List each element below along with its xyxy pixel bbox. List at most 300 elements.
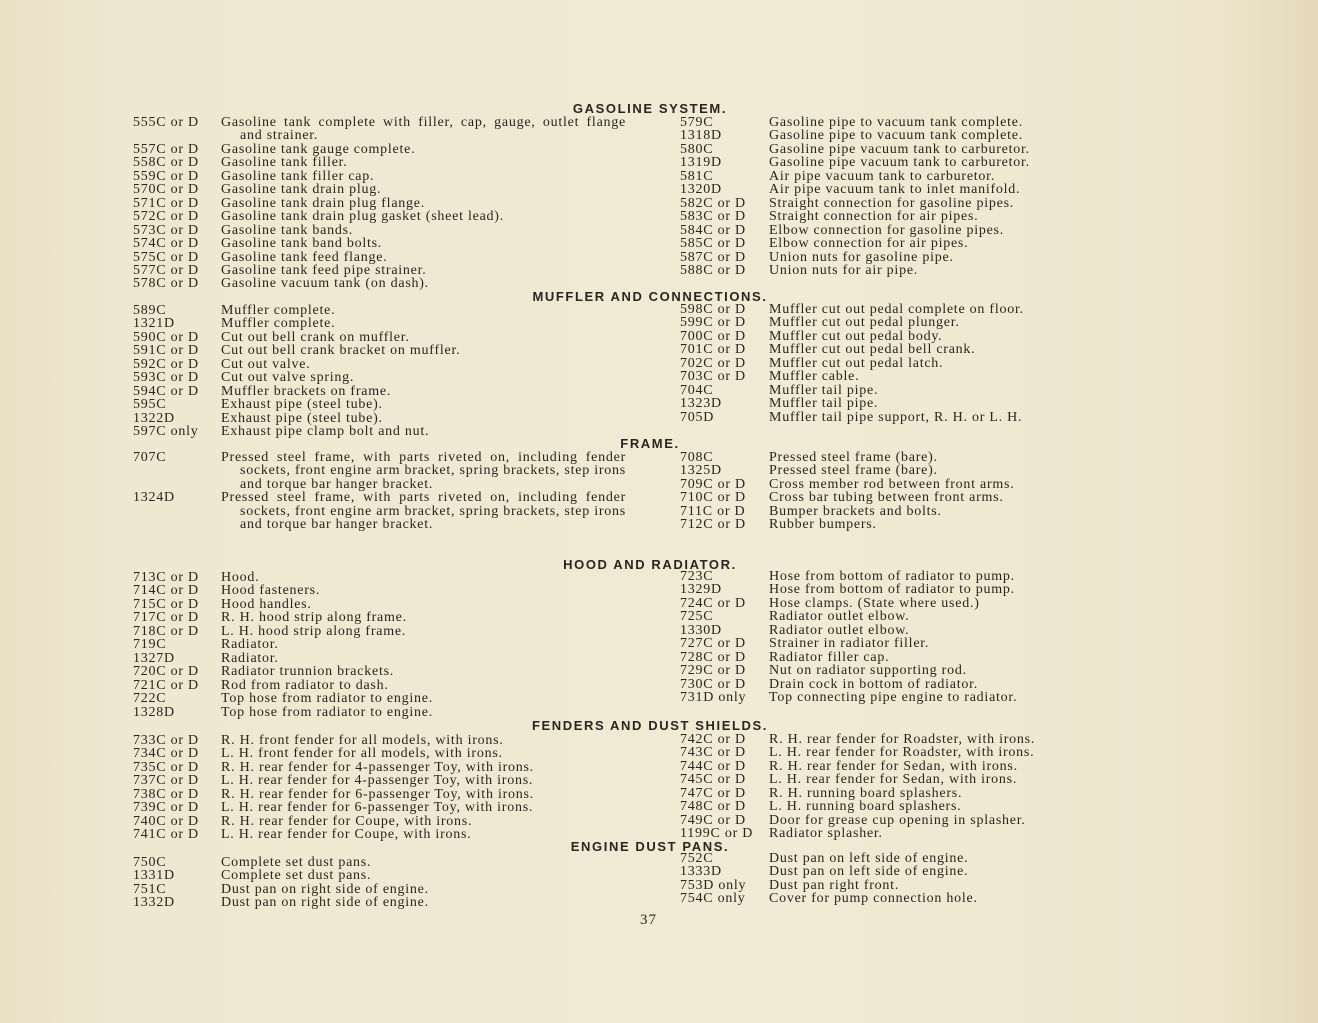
part-description: Strainer in radiator filler.: [769, 636, 930, 652]
part-row: [680, 624, 1017, 637]
part-row: [133, 385, 626, 398]
part-description: Radiator outlet elbow.: [769, 622, 910, 638]
part-number: 740C or D: [133, 813, 199, 829]
part-number: 734C or D: [133, 746, 199, 762]
part-number: 1330D: [680, 622, 722, 638]
part-description: Gasoline tank drain plug.: [221, 182, 382, 198]
part-number: 571C or D: [133, 195, 199, 211]
part-number: 575C or D: [133, 249, 199, 265]
part-row: [680, 316, 1024, 329]
part-number: 730C or D: [680, 676, 746, 692]
part-row: [680, 505, 1015, 518]
part-row: [680, 570, 1017, 583]
part-row: [680, 464, 1015, 477]
part-row: [133, 761, 626, 774]
part-row: [133, 883, 626, 896]
part-row: [133, 251, 626, 264]
part-row: [133, 706, 626, 719]
part-description: Union nuts for air pipe.: [769, 262, 919, 278]
part-description: Hood handles.: [221, 596, 312, 612]
part-number: 593C or D: [133, 370, 199, 386]
part-description: Pressed steel frame, with parts riveted on, including fender sockets, front engine arm bracket, spring brackets, step irons and torque bar hanger bracket.: [221, 490, 626, 533]
part-description: L. H. rear fender for Sedan, with irons.: [769, 772, 1018, 788]
part-number: 704C: [680, 382, 714, 398]
part-number: 721C or D: [133, 677, 199, 693]
part-row: [680, 491, 1015, 504]
part-description: Drain cock in bottom of radiator.: [769, 676, 979, 692]
part-row: [133, 237, 626, 250]
part-row: [133, 652, 626, 665]
part-number: 557C or D: [133, 141, 199, 157]
part-description: Exhaust pipe (steel tube).: [221, 397, 383, 413]
part-row: [680, 678, 1017, 691]
part-row: [133, 815, 626, 828]
part-description: Cover for pump connection hole.: [769, 891, 978, 907]
part-row: [133, 679, 626, 692]
part-number: 708C: [680, 450, 714, 465]
section-heading: GASOLINE SYSTEM.: [572, 101, 728, 116]
part-number: 712C or D: [680, 517, 746, 533]
part-number: 709C or D: [680, 476, 746, 492]
part-row: [680, 814, 1035, 827]
part-number: 705D: [680, 409, 715, 425]
part-description: Air pipe vacuum tank to carburetor.: [769, 168, 996, 184]
part-row: [680, 691, 1017, 704]
part-description: R. H. hood strip along frame.: [221, 610, 407, 626]
part-number: 570C or D: [133, 182, 199, 198]
part-number: 750C: [133, 855, 167, 870]
part-row: [680, 357, 1024, 370]
part-number: 725C: [680, 609, 714, 625]
part-description: Gasoline tank feed pipe strainer.: [221, 262, 427, 278]
part-number: 1333D: [680, 864, 722, 880]
part-description: Elbow connection for gasoline pipes.: [769, 222, 1005, 238]
part-number: 701C or D: [680, 342, 746, 358]
left-parts-column: [133, 116, 626, 291]
part-number: 599C or D: [680, 315, 746, 331]
part-row: [133, 856, 626, 869]
part-row: [133, 451, 626, 491]
part-number: 585C or D: [680, 236, 746, 252]
part-number: 751C: [133, 881, 167, 897]
part-row: [680, 892, 978, 905]
part-description: Muffler tail pipe support, R. H. or L. H.: [769, 409, 1023, 425]
part-description: Gasoline tank drain plug gasket (sheet lead).: [221, 209, 504, 225]
right-parts-column: [680, 852, 978, 906]
part-number: 711C or D: [680, 503, 746, 519]
part-description: Dust pan right front.: [769, 877, 900, 893]
part-description: Gasoline pipe to vacuum tank complete.: [769, 115, 1023, 130]
part-description: Gasoline tank band bolts.: [221, 236, 383, 252]
right-parts-column: [680, 451, 1015, 532]
part-number: 597C only: [133, 424, 199, 440]
part-row: [133, 747, 626, 760]
part-description: Radiator.: [221, 637, 279, 653]
part-row: [133, 734, 626, 747]
part-number: 728C or D: [680, 649, 746, 665]
part-row: [133, 331, 626, 344]
part-description: Straight connection for gasoline pipes.: [769, 195, 1015, 211]
part-description: L. H. rear fender for Coupe, with irons.: [221, 827, 472, 843]
part-description: Pressed steel frame (bare).: [769, 463, 938, 479]
part-description: Hood fasteners.: [221, 583, 321, 599]
part-row: [133, 774, 626, 787]
part-description: Pressed steel frame, with parts riveted on, including fender sockets, front engine arm bracket, spring brackets, step irons and torque bar hanger bracket.: [221, 450, 626, 492]
part-row: [133, 371, 626, 384]
part-row: [680, 156, 1030, 169]
part-row: [680, 787, 1035, 800]
part-number: 578C or D: [133, 276, 199, 292]
part-number: 719C: [133, 637, 167, 653]
part-number: 1328D: [133, 704, 175, 720]
part-description: Complete set dust pans.: [221, 868, 372, 884]
part-description: Hose clamps. (State where used.): [769, 595, 980, 611]
part-description: Top connecting pipe engine to radiator.: [769, 690, 1018, 706]
part-row: [133, 304, 626, 317]
part-description: Radiator outlet elbow.: [769, 609, 910, 625]
part-row: [680, 129, 1030, 142]
left-parts-column: [133, 451, 626, 532]
part-row: [680, 746, 1035, 759]
part-number: 1323D: [680, 396, 722, 412]
part-description: Straight connection for air pipes.: [769, 209, 979, 225]
part-row: [133, 143, 626, 156]
part-description: Dust pan on left side of engine.: [769, 864, 969, 880]
part-number: 752C: [680, 851, 714, 866]
part-description: Cut out valve spring.: [221, 370, 355, 386]
part-description: Rubber bumpers.: [769, 517, 877, 533]
part-description: Gasoline pipe vacuum tank to carburetor.: [769, 141, 1030, 157]
part-description: Dust pan on right side of engine.: [221, 895, 429, 911]
part-description: Muffler cut out pedal body.: [769, 328, 943, 344]
part-description: R. H. front fender for all models, with irons.: [221, 733, 504, 748]
part-number: 707C: [133, 450, 167, 465]
part-description: Cross bar tubing between front arms.: [769, 490, 1004, 506]
part-number: 1329D: [680, 582, 722, 598]
part-row: [680, 451, 1015, 464]
part-row: [680, 264, 1030, 277]
part-description: Bumper brackets and bolts.: [769, 503, 942, 519]
part-description: Gasoline tank feed flange.: [221, 249, 388, 265]
right-parts-column: [680, 116, 1030, 277]
part-row: [680, 637, 1017, 650]
part-description: Cut out bell crank on muffler.: [221, 329, 410, 345]
part-number: 753D only: [680, 877, 747, 893]
part-number: 587C or D: [680, 249, 746, 265]
part-description: Cross member rod between front arms.: [769, 476, 1015, 492]
left-parts-column: [133, 304, 626, 439]
part-number: 731D only: [680, 690, 747, 706]
part-description: Radiator filler cap.: [769, 649, 890, 665]
part-number: 589C: [133, 303, 167, 318]
part-number: 749C or D: [680, 812, 746, 828]
part-description: Cut out valve.: [221, 356, 311, 372]
part-description: L. H. rear fender for 6-passenger Toy, with irons.: [221, 800, 534, 816]
part-number: 588C or D: [680, 262, 746, 278]
part-description: Rod from radiator to dash.: [221, 677, 389, 693]
right-parts-column: [680, 303, 1024, 424]
part-row: [680, 865, 978, 878]
part-description: L. H. rear fender for Roadster, with irons.: [769, 745, 1035, 761]
part-number: 729C or D: [680, 663, 746, 679]
part-row: [133, 638, 626, 651]
part-row: [133, 197, 626, 210]
part-row: [133, 156, 626, 169]
part-number: 710C or D: [680, 490, 746, 506]
section-heading: MUFFLER AND CONNECTIONS.: [532, 289, 768, 304]
part-row: [680, 518, 1015, 531]
part-number: 580C: [680, 141, 714, 157]
part-row: [133, 317, 626, 330]
part-description: Hose from bottom of radiator to pump.: [769, 569, 1015, 584]
part-number: 724C or D: [680, 595, 746, 611]
part-number: 1320D: [680, 182, 722, 198]
part-number: 737C or D: [133, 773, 199, 789]
part-description: Radiator trunnion brackets.: [221, 664, 395, 680]
left-parts-column: [133, 571, 626, 719]
part-description: Gasoline vacuum tank (on dash).: [221, 276, 429, 292]
part-row: [133, 398, 626, 411]
part-number: 735C or D: [133, 759, 199, 775]
section-heading: ENGINE DUST PANS.: [570, 839, 730, 854]
part-description: Pressed steel frame (bare).: [769, 450, 938, 465]
part-number: 702C or D: [680, 355, 746, 371]
part-description: Muffler complete.: [221, 316, 336, 332]
part-description: Radiator.: [221, 650, 279, 666]
part-number: 722C: [133, 691, 167, 707]
part-description: Gasoline pipe to vacuum tank complete.: [769, 128, 1023, 144]
part-number: 577C or D: [133, 262, 199, 278]
part-description: L. H. rear fender for 4-passenger Toy, with irons.: [221, 773, 534, 789]
part-description: L. H. hood strip along frame.: [221, 623, 407, 639]
part-description: Gasoline tank filler.: [221, 155, 348, 171]
part-description: R. H. rear fender for Roadster, with irons.: [769, 732, 1036, 747]
left-parts-column: [133, 734, 626, 842]
part-number: 742C or D: [680, 732, 746, 747]
part-row: [133, 801, 626, 814]
part-row: [133, 491, 626, 531]
part-description: Complete set dust pans.: [221, 855, 372, 870]
left-parts-column: [133, 856, 626, 910]
part-number: 1321D: [133, 316, 175, 332]
part-row: [133, 358, 626, 371]
part-description: R. H. running board splashers.: [769, 785, 963, 801]
part-number: 745C or D: [680, 772, 746, 788]
part-row: [680, 597, 1017, 610]
part-row: [680, 210, 1030, 223]
part-row: [133, 412, 626, 425]
part-description: Gasoline tank bands.: [221, 222, 354, 238]
part-row: [680, 583, 1017, 596]
part-row: [680, 664, 1017, 677]
part-number: 581C: [680, 168, 714, 184]
part-row: [680, 773, 1035, 786]
part-row: [680, 610, 1017, 623]
part-row: [133, 665, 626, 678]
part-number: 720C or D: [133, 664, 199, 680]
part-number: 594C or D: [133, 383, 199, 399]
part-description: Hood.: [221, 570, 260, 585]
part-row: [680, 852, 978, 865]
part-number: 741C or D: [133, 827, 199, 843]
part-number: 714C or D: [133, 583, 199, 599]
part-number: 744C or D: [680, 758, 746, 774]
part-row: [680, 197, 1030, 210]
part-row: [680, 411, 1024, 424]
part-number: 703C or D: [680, 369, 746, 385]
part-description: Muffler cut out pedal complete on floor.: [769, 302, 1024, 317]
part-row: [133, 611, 626, 624]
part-number: 1322D: [133, 410, 175, 426]
part-number: 747C or D: [680, 785, 746, 801]
part-description: L. H. running board splashers.: [769, 799, 962, 815]
part-row: [133, 170, 626, 183]
part-row: [680, 760, 1035, 773]
part-row: [680, 183, 1030, 196]
part-number: 574C or D: [133, 236, 199, 252]
part-description: Muffler brackets on frame.: [221, 383, 392, 399]
part-description: Elbow connection for air pipes.: [769, 236, 969, 252]
part-row: [680, 251, 1030, 264]
part-number: 748C or D: [680, 799, 746, 815]
part-description: R. H. rear fender for Coupe, with irons.: [221, 813, 473, 829]
part-number: 583C or D: [680, 209, 746, 225]
part-number: 591C or D: [133, 343, 199, 359]
section-heading: FRAME.: [620, 436, 680, 451]
part-row: [133, 625, 626, 638]
part-row: [680, 478, 1015, 491]
part-row: [680, 397, 1024, 410]
part-number: 1199C or D: [680, 826, 754, 842]
part-row: [680, 237, 1030, 250]
part-description: Gasoline tank gauge complete.: [221, 141, 416, 157]
part-number: 592C or D: [133, 356, 199, 372]
part-row: [680, 370, 1024, 383]
part-description: Nut on radiator supporting rod.: [769, 663, 967, 679]
part-number: 598C or D: [680, 302, 746, 317]
part-row: [680, 651, 1017, 664]
part-number: 582C or D: [680, 195, 746, 211]
part-number: 713C or D: [133, 570, 199, 585]
part-row: [680, 303, 1024, 316]
part-description: Cut out bell crank bracket on muffler.: [221, 343, 461, 359]
part-number: 1327D: [133, 650, 175, 666]
part-number: 743C or D: [680, 745, 746, 761]
part-number: 738C or D: [133, 786, 199, 802]
part-row: [133, 692, 626, 705]
part-description: Hose from bottom of radiator to pump.: [769, 582, 1015, 598]
part-number: 1319D: [680, 155, 722, 171]
part-row: [680, 170, 1030, 183]
part-number: 1331D: [133, 868, 175, 884]
part-number: 727C or D: [680, 636, 746, 652]
part-row: [133, 584, 626, 597]
part-number: 584C or D: [680, 222, 746, 238]
part-number: 1318D: [680, 128, 722, 144]
part-description: Top hose from radiator to engine.: [221, 704, 433, 720]
part-number: 573C or D: [133, 222, 199, 238]
part-row: [680, 343, 1024, 356]
part-row: [133, 224, 626, 237]
part-number: 733C or D: [133, 733, 199, 748]
page-number: 37: [640, 912, 657, 928]
part-description: Gasoline tank complete with filler, cap, gauge, outlet flange and strainer.: [221, 115, 626, 144]
part-description: Muffler cut out pedal plunger.: [769, 315, 960, 331]
part-number: 572C or D: [133, 209, 199, 225]
part-description: Door for grease cup opening in splasher.: [769, 812, 1026, 828]
part-row: [133, 571, 626, 584]
part-description: Gasoline tank filler cap.: [221, 168, 375, 184]
part-description: Dust pan on left side of engine.: [769, 851, 969, 866]
part-description: Gasoline tank drain plug flange.: [221, 195, 426, 211]
part-row: [133, 264, 626, 277]
part-description: R. H. rear fender for 4-passenger Toy, with irons.: [221, 759, 534, 775]
part-number: 590C or D: [133, 329, 199, 345]
part-row: [680, 330, 1024, 343]
part-row: [133, 598, 626, 611]
part-row: [680, 224, 1030, 237]
section-heading: HOOD AND RADIATOR.: [563, 557, 737, 572]
part-description: Muffler cut out pedal latch.: [769, 355, 944, 371]
part-description: Top hose from radiator to engine.: [221, 691, 433, 707]
part-number: 739C or D: [133, 800, 199, 816]
part-row: [133, 210, 626, 223]
right-parts-column: [680, 570, 1017, 705]
part-row: [133, 344, 626, 357]
part-number: 715C or D: [133, 596, 199, 612]
part-row: [133, 116, 626, 143]
part-number: 558C or D: [133, 155, 199, 171]
part-description: Muffler cable.: [769, 369, 860, 385]
part-number: 700C or D: [680, 328, 746, 344]
part-row: [680, 879, 978, 892]
part-description: R. H. rear fender for Sedan, with irons.: [769, 758, 1018, 774]
part-row: [133, 869, 626, 882]
part-number: 595C: [133, 397, 167, 413]
part-row: [680, 116, 1030, 129]
part-row: [133, 788, 626, 801]
section-heading: FENDERS AND DUST SHIELDS.: [532, 718, 768, 733]
part-description: Muffler complete.: [221, 303, 336, 318]
part-description: L. H. front fender for all models, with irons.: [221, 746, 503, 762]
part-number: 1324D: [133, 490, 175, 506]
part-row: [133, 183, 626, 196]
part-row: [680, 143, 1030, 156]
part-number: 718C or D: [133, 623, 199, 639]
part-description: Exhaust pipe clamp bolt and nut.: [221, 424, 430, 440]
part-number: 754C only: [680, 891, 746, 907]
part-number: 717C or D: [133, 610, 199, 626]
part-number: 1332D: [133, 895, 175, 911]
part-description: Muffler tail pipe.: [769, 382, 879, 398]
part-row: [680, 800, 1035, 813]
part-description: Dust pan on right side of engine.: [221, 881, 429, 897]
right-parts-column: [680, 733, 1035, 841]
part-description: Exhaust pipe (steel tube).: [221, 410, 383, 426]
part-row: [680, 733, 1035, 746]
part-description: Muffler tail pipe.: [769, 396, 879, 412]
part-description: R. H. rear fender for 6-passenger Toy, with irons.: [221, 786, 534, 802]
part-number: 579C: [680, 115, 714, 130]
part-number: 723C: [680, 569, 714, 584]
part-description: Union nuts for gasoline pipe.: [769, 249, 954, 265]
part-description: Gasoline pipe vacuum tank to carburetor.: [769, 155, 1030, 171]
part-number: 555C or D: [133, 115, 199, 130]
part-description: Radiator splasher.: [769, 826, 883, 842]
part-description: Air pipe vacuum tank to inlet manifold.: [769, 182, 1021, 198]
part-row: [133, 896, 626, 909]
part-number: 1325D: [680, 463, 722, 479]
